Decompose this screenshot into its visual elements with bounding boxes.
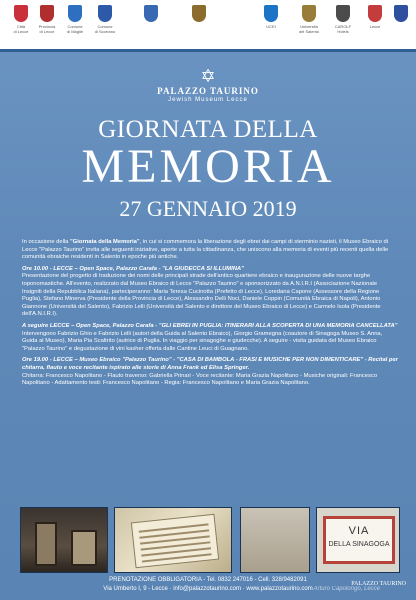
provincia-lecce-logo-caption: di Lecce bbox=[39, 29, 55, 34]
event-1-text: Presentazione del progetto di traduzione dei nomi delle principali strade dell'antico quartiere ebraico e inaugurazione delle nuove targhe toponomastiche. All'evento, realizzato dal Museo Ebraico di Lecce "Palazzo Taurino" e sponsorizzato da A.N.I.R.I (Associazione Nazionale Insigniti della Repubblica Italiana), parteciperanno: Maria Teresa Cucinotta (Prefetto di Lecce), Loredana Capone (Assessore della Regione Puglia), Stefano Minerva (Presidente della Provincia di Lecce), Alessandro Delli Noci, Daniele Coppin (Comunità Ebraica di Napoli), Antonio Giannone (Università del Salento), Fabrizio Lelli (Università del Salento e direttore del Museo Ebraico di Lecce) e Carmelo Isola (Presidente dell'A.N.I.R.I). bbox=[22, 273, 381, 318]
universita-logo-caption: Università bbox=[300, 24, 318, 29]
carolf-hotels-emblem-icon bbox=[336, 5, 350, 22]
photo-strip bbox=[20, 507, 400, 573]
event-3-heading: Ore 19.00 - LECCE – Museo Ebraico "Palazzo Taurino" - "CASA DI BAMBOLA - FRASI E MUSICHE PER NON DIMENTICARE" - Recital per chitarra, flauto e voce recitante ispirato alle storie di Anna Frank ed Elisa Springer. bbox=[22, 357, 398, 371]
provincia-lecce-logo bbox=[34, 5, 60, 34]
event-1 bbox=[22, 266, 398, 319]
intro-event: "Giornata della Memoria" bbox=[70, 239, 140, 245]
event-2-text: Intervengono Fabrizio Ghio e Fabrizio Lelli (autori della Guida al Salento Ebraico), Giorgio Gramegna (coautore di Sinagoga Museo S. Anna, Guida al Museo), Maria Pia Scaltrito (autrice di Puglia. In viaggio per sinagoghe e giudecche). A seguire - visita guidata del Museo Ebraico "Palazzo Taurino" e degustazione di vini kasher offerta dalle Cantine Leuci di Guagnano. bbox=[22, 330, 383, 352]
carolf-hotels-logo-caption: CAROLF bbox=[334, 24, 352, 29]
provincia-lecce-emblem-icon bbox=[40, 5, 54, 22]
lecce-logo-caption: Lecce bbox=[369, 24, 381, 29]
title-line-2: MEMORIA bbox=[81, 140, 335, 193]
comune-scorrano-emblem-icon bbox=[98, 5, 112, 22]
intro-pre: In occasione della bbox=[22, 239, 71, 245]
anrt-emblem-icon bbox=[394, 5, 408, 22]
universita-logo-caption: del Salento bbox=[298, 29, 319, 34]
event-3-text: Chitarra: Francesco Napolitano - Flauto traverso: Gabriella Prinari - Voce recitante: Maria Grazia Napolitano - Musiche originali: Francesco Napolitano - Adattamento testi: Francesco Napolitano - Regia: Francesco Napolitano e Maria Grazia Napolitano. bbox=[22, 372, 378, 387]
photographer-watermark: Arturo Capolongo, Lecce bbox=[313, 586, 380, 592]
comune-lecce-logo-caption: di Lecce bbox=[13, 29, 29, 34]
lecce-logo bbox=[362, 5, 388, 29]
intro-post: , in cui si commemora la liberazione degli ebrei dai campi di sterminio nazisti, il Museo Ebraico di Lecce "Palazzo Taurino" invita alle seguenti iniziative, aperte a tutta la cittadinanza, che uniscono alla memoria di eventi più recenti quella delle comunità ebraiche residenti in Salento in epoche più antiche. bbox=[22, 239, 389, 261]
universita-emblem-icon bbox=[302, 5, 316, 22]
address-info: Via Umberto I, 9 - Lecce · info@palazzotaurino.com · www.palazzotaurino.com bbox=[103, 586, 313, 592]
comune-maglie-logo-caption: Comune bbox=[67, 24, 83, 29]
event-2 bbox=[22, 323, 398, 353]
carolf-hotels-logo bbox=[330, 5, 356, 34]
doorway-shape bbox=[35, 522, 57, 566]
book-photo bbox=[114, 507, 232, 573]
comunita-ebraica-logo bbox=[186, 5, 212, 22]
booking-info: PRENOTAZIONE OBBLIGATORIA - Tel. 0832 247016 - Cell. 328/9482091 bbox=[109, 577, 307, 583]
program-text bbox=[22, 239, 398, 392]
museum-subtitle: Jewish Museum Lecce bbox=[168, 97, 248, 103]
comune-scorrano-logo-caption: Comune bbox=[97, 24, 113, 29]
event-2-heading: A seguire LECCE – Open Space, Palazzo Carafa - "GLI EBREI IN PUGLIA: ITINERARI ALLA SCOPERTA DI UNA MEMORIA CANCELLATA" bbox=[22, 322, 398, 329]
regione-emblem-icon bbox=[144, 5, 158, 22]
universita-logo bbox=[296, 5, 322, 34]
comune-maglie-emblem-icon bbox=[68, 5, 82, 22]
comune-scorrano-logo bbox=[92, 5, 118, 34]
ucei-emblem-icon bbox=[264, 5, 278, 22]
comune-lecce-logo bbox=[8, 5, 34, 34]
street-sign bbox=[323, 516, 395, 564]
comune-maglie-logo-caption: di Maglie bbox=[66, 29, 83, 34]
footer-museum-logo: PALAZZO TAURINO bbox=[351, 581, 406, 587]
intro-paragraph bbox=[22, 239, 398, 262]
event-date: 27 GENNAIO 2019 bbox=[119, 196, 297, 221]
ucei-logo bbox=[258, 5, 284, 29]
book-page bbox=[131, 514, 219, 569]
title-line-1: GIORNATA DELLA bbox=[98, 116, 318, 143]
carolf-hotels-logo-caption: Hotels bbox=[337, 29, 349, 34]
display-case-shape bbox=[71, 530, 97, 566]
provincia-lecce-logo-caption: Provincia bbox=[38, 24, 56, 29]
street-sign-line-2: DELLA SINAGOGA bbox=[328, 541, 390, 548]
comunita-ebraica-emblem-icon bbox=[192, 5, 206, 22]
event-3 bbox=[22, 357, 398, 387]
museum-brand bbox=[0, 66, 416, 103]
comune-lecce-emblem-icon bbox=[14, 5, 28, 22]
anrt-logo bbox=[388, 5, 414, 22]
sponsor-logo-band bbox=[0, 0, 416, 52]
stone-inscription-photo bbox=[240, 507, 310, 573]
museum-interior-photo bbox=[20, 507, 108, 573]
ucei-logo-caption: UCEI bbox=[266, 24, 276, 29]
comune-lecce-logo-caption: Città bbox=[16, 24, 26, 29]
lecce-emblem-icon bbox=[368, 5, 382, 22]
museum-name: PALAZZO TAURINO bbox=[157, 86, 259, 96]
comune-scorrano-logo-caption: di Scorrano bbox=[94, 29, 116, 34]
comune-maglie-logo bbox=[62, 5, 88, 34]
street-sign-photo bbox=[316, 507, 400, 573]
regione-logo bbox=[138, 5, 164, 22]
event-1-heading: Ore 10.00 - LECCE – Open Space, Palazzo Carafa - "LA GIUDECCA SI ILLUMINA" bbox=[22, 265, 244, 272]
star-of-david-icon: ✡ bbox=[200, 66, 216, 86]
street-sign-line-1: VIA bbox=[348, 525, 370, 537]
